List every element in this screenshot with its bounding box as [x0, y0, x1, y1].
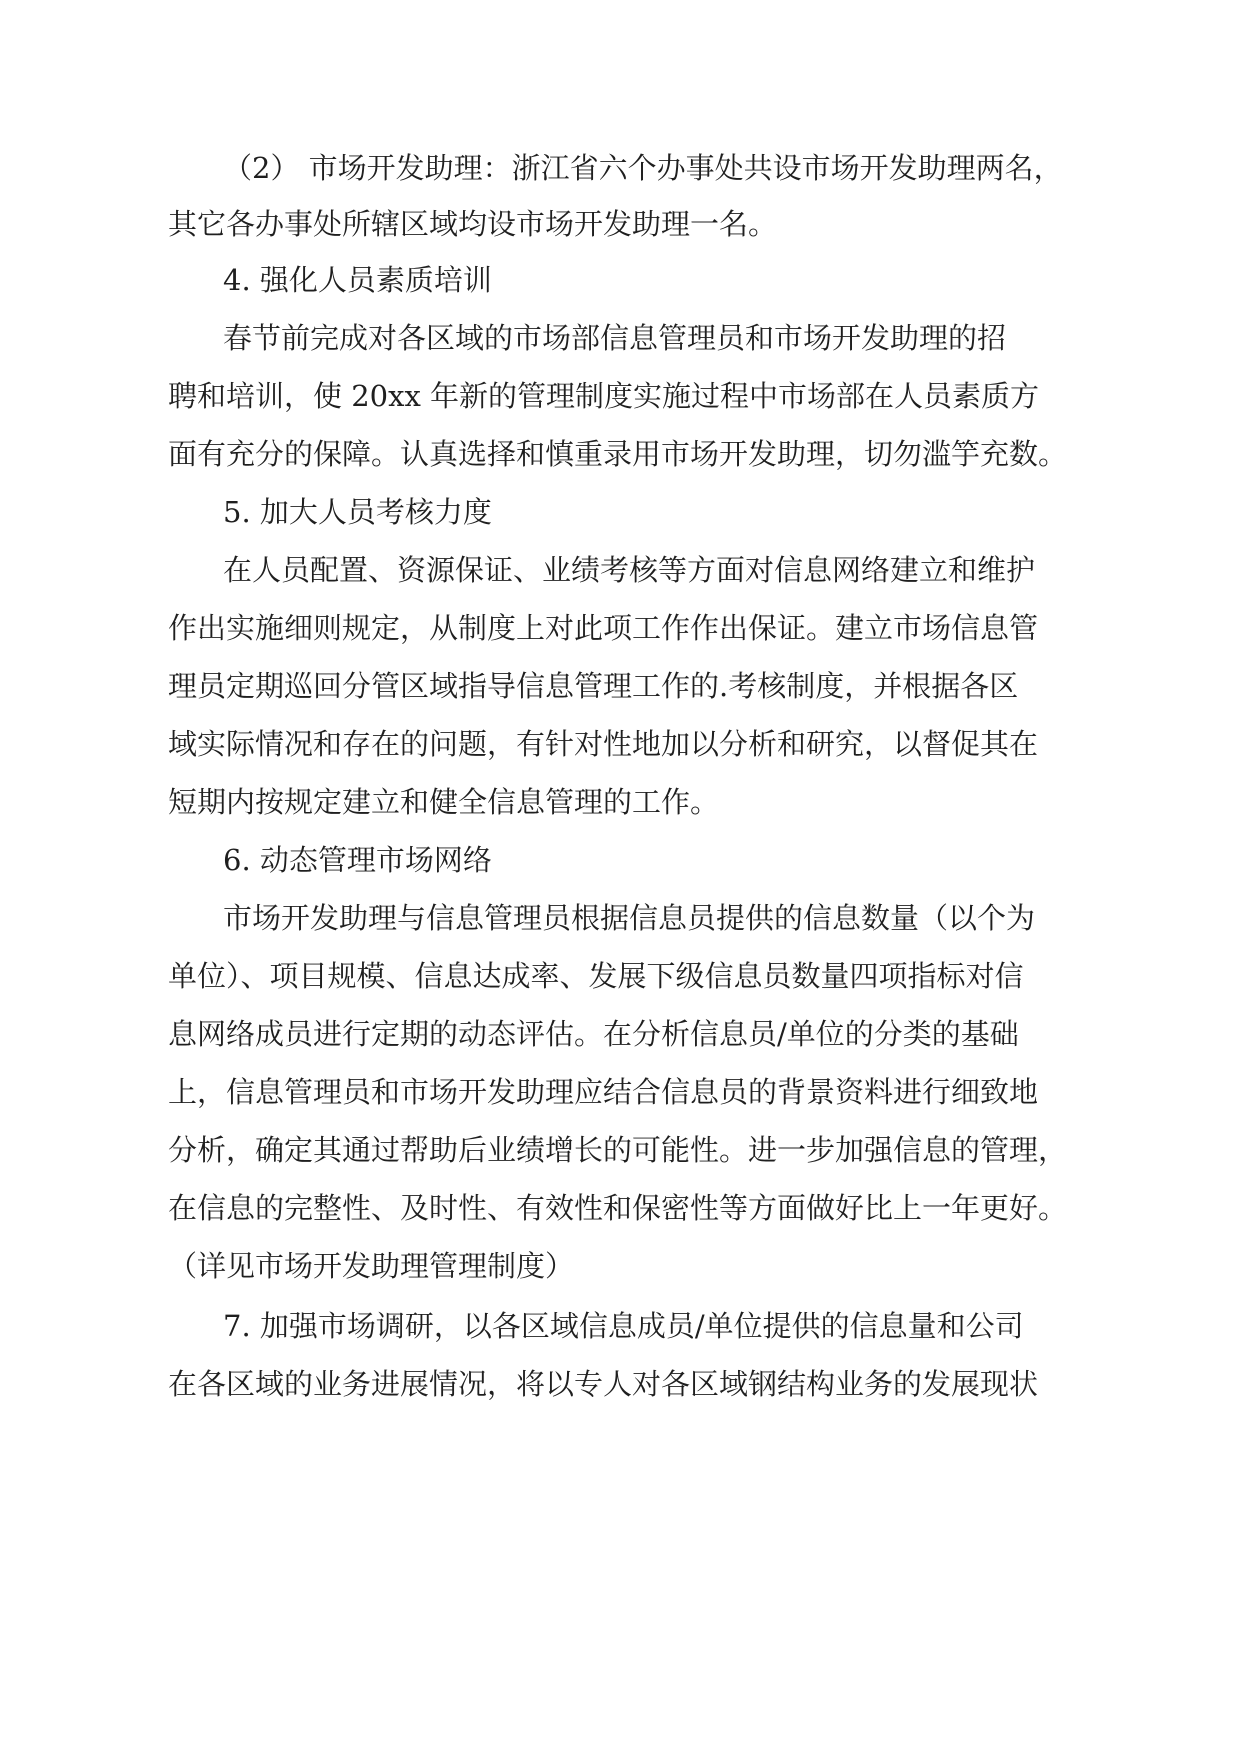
text-line: 上，信息管理员和市场开发助理应结合信息员的背景资料进行细致地 [168, 1075, 1039, 1109]
text-line: 聘和培训，使 20xx 年新的管理制度实施过程中市场部在人员素质方 [168, 379, 1040, 413]
text-line: 其它各办事处所辖区域均设市场开发助理一名。 [168, 207, 778, 241]
section-heading: 6. 动态管理市场网络 [223, 843, 492, 877]
text-line: 在各区域的业务进展情况，将以专人对各区域钢结构业务的发展现状 [168, 1367, 1039, 1401]
text-line: 域实际情况和存在的问题，有针对性地加以分析和研究，以督促其在 [168, 727, 1039, 761]
text-line: 7. 加强市场调研，以各区域信息成员/单位提供的信息量和公司 [223, 1309, 1024, 1343]
text-line: 短期内按规定建立和健全信息管理的工作。 [168, 785, 720, 819]
text-line: 息网络成员进行定期的动态评估。在分析信息员/单位的分类的基础 [168, 1017, 1019, 1051]
text-line: 春节前完成对各区域的市场部信息管理员和市场开发助理的招 [223, 321, 1007, 355]
text-line: 在人员配置、资源保证、业绩考核等方面对信息网络建立和维护 [223, 553, 1036, 587]
text-line: 理员定期巡回分管区域指导信息管理工作的.考核制度，并根据各区 [168, 669, 1019, 703]
text-line: （2） 市场开发助理：浙江省六个办事处共设市场开发助理两名， [223, 151, 1063, 185]
text-line: 分析，确定其通过帮助后业绩增长的可能性。进一步加强信息的管理， [168, 1133, 1068, 1167]
text-line: 面有充分的保障。认真选择和慎重录用市场开发助理，切勿滥竽充数。 [168, 437, 1068, 471]
text-line: 作出实施细则规定，从制度上对此项工作作出保证。建立市场信息管 [168, 611, 1039, 645]
text-line: 单位）、项目规模、信息达成率、发展下级信息员数量四项指标对信 [168, 959, 1024, 993]
section-heading: 5. 加大人员考核力度 [223, 495, 492, 529]
text-line: 市场开发助理与信息管理员根据信息员提供的信息数量（以个为 [223, 901, 1036, 935]
text-line: 在信息的完整性、及时性、有效性和保密性等方面做好比上一年更好。 [168, 1191, 1068, 1225]
section-heading: 4. 强化人员素质培训 [223, 263, 492, 297]
text-line: （详见市场开发助理管理制度） [168, 1249, 575, 1283]
